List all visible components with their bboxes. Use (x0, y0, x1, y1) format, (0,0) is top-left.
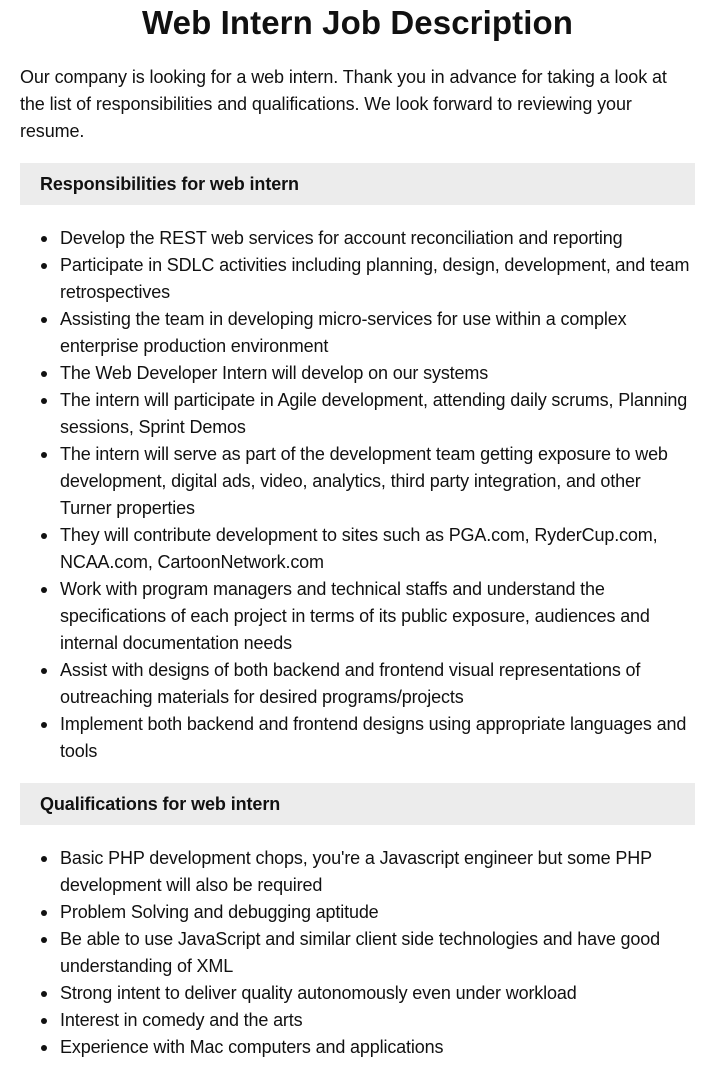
qualifications-heading: Qualifications for web intern (20, 783, 695, 825)
list-item-text: Problem Solving and debugging aptitude (60, 902, 379, 922)
list-item (20, 522, 695, 576)
bullet-icon (41, 533, 47, 539)
list-item-text: Strong intent to deliver quality autonomously even under workload (60, 983, 577, 1003)
list-item-text: The intern will participate in Agile development, attending daily scrums, Planning sessions, Sprint Demos (60, 390, 688, 437)
list-item (20, 387, 695, 441)
bullet-icon (41, 856, 47, 862)
list-item-text: Develop the REST web services for account reconciliation and reporting (60, 228, 623, 248)
list-item (20, 926, 695, 980)
list-item (20, 1034, 695, 1061)
list-item (20, 306, 695, 360)
list-item-text: Assist with designs of both backend and frontend visual representations of outreaching materials for desired programs/projects (60, 660, 641, 707)
list-item (20, 1007, 695, 1034)
list-item (20, 711, 695, 765)
list-item-text: Work with program managers and technical staffs and understand the specifications of each project in terms of its public exposure, audiences and internal documentation needs (60, 579, 650, 653)
list-item-text: They will contribute development to sites such as PGA.com, RyderCup.com, NCAA.com, CartoonNetwork.com (60, 525, 658, 572)
bullet-icon (41, 452, 47, 458)
bullet-icon (41, 991, 47, 997)
bullet-icon (41, 1018, 47, 1024)
bullet-icon (41, 371, 47, 377)
list-item-text: Basic PHP development chops, you're a Javascript engineer but some PHP development will also be required (60, 848, 652, 895)
bullet-icon (41, 587, 47, 593)
list-item (20, 845, 695, 899)
list-item-text: Assisting the team in developing micro-services for use within a complex enterprise production environment (60, 309, 627, 356)
list-item (20, 225, 695, 252)
list-item-text: The intern will serve as part of the development team getting exposure to web development, digital ads, video, analytics, third party integration, and other Turner properties (60, 444, 668, 518)
bullet-icon (41, 317, 47, 323)
list-item-text: Interest in comedy and the arts (60, 1010, 303, 1030)
list-item (20, 441, 695, 522)
page-title: Web Intern Job Description (141, 4, 574, 41)
responsibilities-heading: Responsibilities for web intern (20, 163, 695, 205)
bullet-icon (41, 937, 47, 943)
list-item (20, 657, 695, 711)
qualifications-list (20, 845, 695, 1061)
list-item-text: Implement both backend and frontend designs using appropriate languages and tools (60, 714, 687, 761)
bullet-icon (41, 910, 47, 916)
intro-paragraph: Our company is looking for a web intern. Thank you in advance for taking a look at the list of responsibilities and qualifications. We look forward to reviewing your resume. (20, 67, 667, 141)
list-item (20, 576, 695, 657)
bullet-icon (41, 668, 47, 674)
bullet-icon (41, 398, 47, 404)
list-item (20, 899, 695, 926)
bullet-icon (41, 1045, 47, 1051)
bullet-icon (41, 263, 47, 269)
list-item (20, 980, 695, 1007)
bullet-icon (41, 722, 47, 728)
list-item-text: Experience with Mac computers and applications (60, 1037, 444, 1057)
bullet-icon (41, 236, 47, 242)
list-item-text: Participate in SDLC activities including planning, design, development, and team retrospectives (60, 255, 690, 302)
list-item-text: The Web Developer Intern will develop on our systems (60, 363, 489, 383)
responsibilities-list (20, 225, 695, 765)
list-item-text: Be able to use JavaScript and similar client side technologies and have good understanding of XML (60, 929, 660, 976)
list-item (20, 360, 695, 387)
list-item (20, 252, 695, 306)
